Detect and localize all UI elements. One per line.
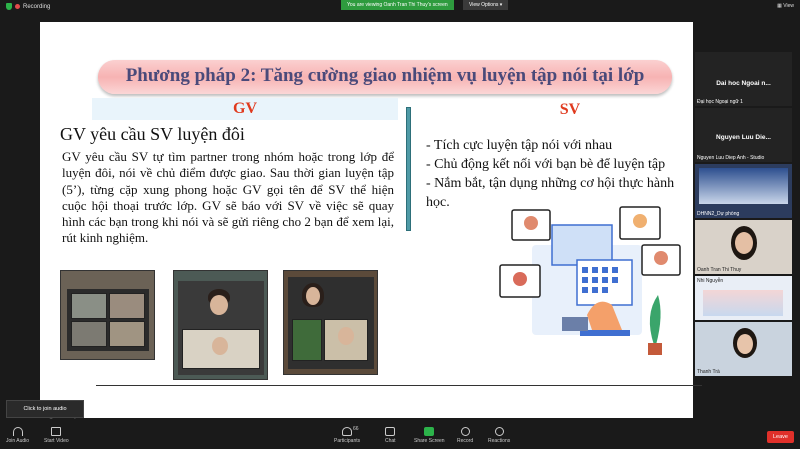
view-label: View — [783, 3, 794, 9]
participant-tile[interactable] — [695, 52, 792, 106]
share-screen-button[interactable] — [414, 427, 445, 444]
student-face — [212, 337, 228, 355]
illus-person — [633, 214, 647, 228]
top-bar — [0, 0, 800, 14]
participant-tile[interactable] — [695, 322, 792, 376]
illus-person — [524, 216, 538, 230]
participant-face — [735, 232, 753, 254]
participant-name: Oanh Tran Thi Thuy — [697, 267, 742, 273]
sv-item: - Nắm bắt, tận dụng những cơ hội thực hành học. — [426, 176, 675, 210]
participant-name: Nguyen Luu Diep Anh - Studio — [697, 155, 765, 161]
recording-label: Recording — [23, 3, 51, 10]
sv-heading: SV — [559, 101, 581, 118]
grid-icon: ▦ — [777, 3, 782, 9]
illus-pot — [648, 343, 662, 355]
view-button[interactable] — [777, 3, 794, 9]
illus-window — [552, 225, 612, 265]
view-options-button[interactable] — [463, 0, 508, 10]
participants-label: Participants — [334, 438, 361, 444]
headphones-icon — [13, 427, 23, 436]
participant-name: Đại học Ngoại ngữ 1 — [697, 99, 743, 105]
sv-list — [426, 136, 696, 212]
video-tile — [292, 319, 322, 361]
chevron-down-icon: ▾ — [499, 2, 503, 8]
record-label: Record — [457, 438, 474, 444]
participant-name: Thanh Trà — [697, 369, 720, 375]
shield-icon — [6, 3, 12, 10]
reactions-button[interactable] — [488, 427, 510, 444]
join-audio-tooltip[interactable]: Click to join audio — [6, 400, 84, 418]
chat-icon — [385, 427, 395, 436]
illus-person — [513, 272, 527, 286]
participant-tile[interactable] — [695, 108, 792, 162]
participant-tile[interactable] — [695, 164, 792, 218]
illus-person — [654, 251, 668, 265]
sv-item: - Tích cực luyện tập nói với nhau — [426, 138, 613, 153]
illus-laptop — [562, 317, 588, 331]
chat-button[interactable] — [385, 427, 396, 444]
join-audio-button[interactable] — [6, 427, 29, 444]
smiley-icon — [495, 427, 504, 436]
record-dot-icon — [15, 4, 20, 9]
start-video-button[interactable] — [44, 427, 69, 444]
video-off-icon — [51, 427, 61, 436]
participant-count: 66 — [353, 426, 359, 432]
video-tile — [71, 293, 107, 319]
video-tile — [109, 293, 145, 319]
chat-label: Chat — [385, 438, 396, 444]
participant-name: Nhi Nguyễn — [697, 278, 724, 284]
participants-icon — [342, 427, 352, 436]
share-screen-icon — [424, 427, 434, 436]
sv-item: - Chủ động kết nối với bạn bè để luyện tập — [426, 157, 666, 172]
slide-title: Phương pháp 2: Tăng cường giao nhiệm vụ luyện tập nói tại lớp — [125, 65, 645, 86]
record-icon — [461, 427, 470, 436]
record-button[interactable] — [457, 427, 473, 444]
leave-button[interactable]: Leave — [767, 431, 794, 443]
participant-face — [737, 334, 753, 354]
start-video-label: Start Video — [44, 438, 69, 444]
student-face — [210, 295, 228, 315]
share-screen-label: Share Screen — [414, 438, 445, 444]
gv-subtitle: GV yêu cầu SV luyện đôi — [60, 124, 245, 144]
video-thumbnail — [703, 290, 783, 316]
video-tile — [71, 321, 107, 347]
gv-heading: GV — [233, 100, 257, 117]
online-learning-illustration — [492, 205, 692, 360]
participant-big-name: Nguyen Luu Die... — [716, 134, 771, 141]
video-thumbnail — [699, 168, 788, 204]
column-divider — [406, 107, 411, 231]
participant-big-name: Dai hoc Ngoai n... — [716, 80, 771, 87]
student-face — [338, 327, 354, 345]
classroom-photo-1 — [60, 270, 155, 360]
student-face — [306, 287, 320, 305]
participant-tile[interactable] — [695, 276, 792, 320]
slide-bottom-line — [96, 385, 702, 386]
view-options-label: View Options — [469, 2, 499, 8]
classroom-photo-2 — [173, 270, 268, 380]
classroom-photo-3 — [283, 270, 378, 375]
reactions-label: Reactions — [488, 438, 511, 444]
viewing-banner: You are viewing Oanh Tran Thi Thuy's screen — [341, 0, 454, 10]
recording-indicator — [6, 3, 50, 10]
participant-tile[interactable] — [695, 220, 792, 274]
video-tile — [109, 321, 145, 347]
gv-body-text: GV yêu cầu SV tự tìm partner trong nhóm hoặc trong lớp để luyện đôi, nói về chủ điểm được giao. Sau thời gian luyện tập (5’), từng cặp xung phong hoặc GV gọi tên để SV thể hiện cuộc hội thoại trước lớp. GV sẽ báo với SV về việc sẽ quay hình các bạn trong khi nói và sẽ gửi riêng cho 2 bạn để xem lại, rút kinh nghiệm. — [62, 149, 394, 246]
join-audio-label: Join Audio — [6, 438, 30, 444]
meeting-toolbar — [0, 425, 800, 449]
participant-name: DHNN2_Dự phòng — [697, 211, 740, 217]
illus-plant — [650, 295, 661, 345]
participant-gallery — [695, 52, 792, 382]
gv-header-band — [92, 98, 398, 120]
